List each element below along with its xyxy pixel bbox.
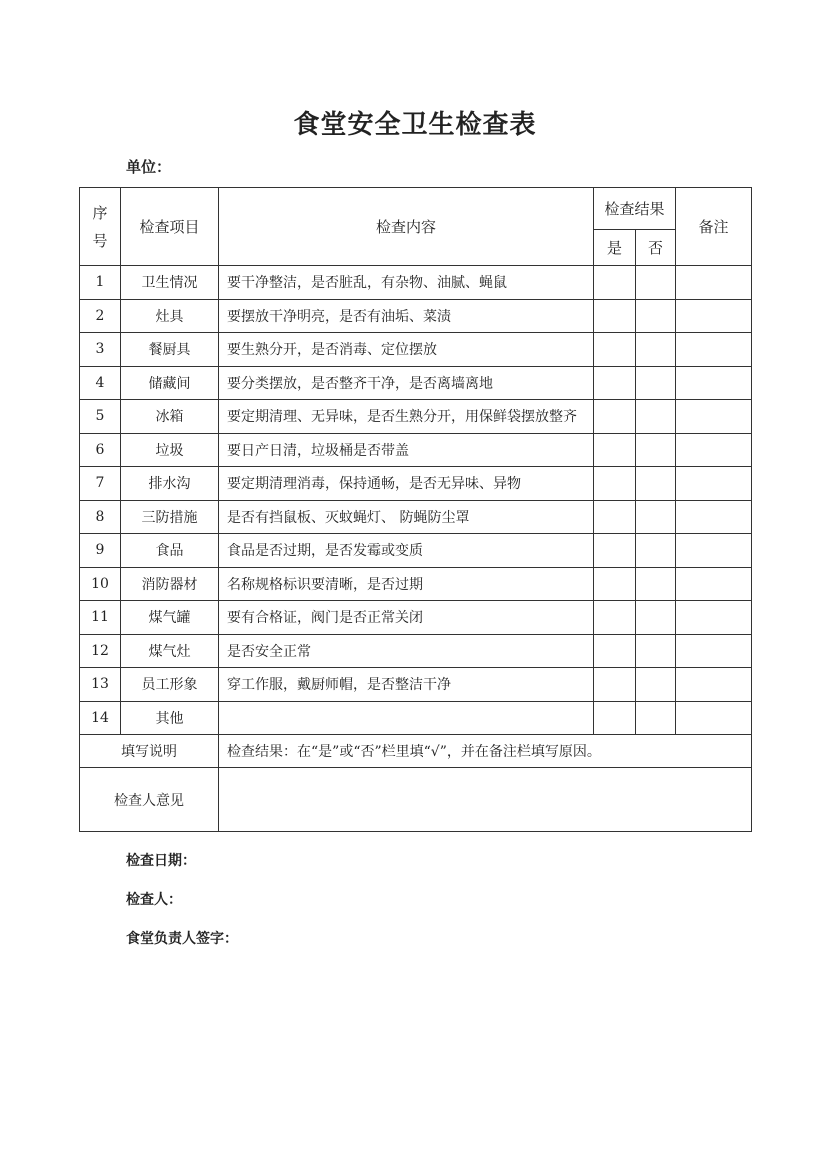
row-item: 食品 [121,534,219,568]
row-item: 灶具 [121,299,219,333]
row-item: 煤气罐 [121,601,219,635]
row-yes-cell[interactable] [594,500,636,534]
row-item: 卫生情况 [121,266,219,300]
row-yes-cell[interactable] [594,266,636,300]
row-item: 消防器材 [121,567,219,601]
row-number: 7 [80,467,121,501]
row-item: 垃圾 [121,433,219,467]
row-remark-cell[interactable] [676,433,752,467]
table-row [80,567,752,601]
row-content: 要干净整洁，是否脏乱，有杂物、油腻、蝇鼠 [219,266,594,300]
row-item: 冰箱 [121,400,219,434]
table-row [80,467,752,501]
row-item: 煤气灶 [121,634,219,668]
header-seq [80,188,121,266]
row-yes-cell[interactable] [594,668,636,702]
row-no-cell[interactable] [636,266,676,300]
row-yes-cell[interactable] [594,601,636,635]
row-remark-cell[interactable] [676,634,752,668]
row-remark-cell[interactable] [676,299,752,333]
row-number: 1 [80,266,121,300]
header-remark: 备注 [676,188,752,266]
signature-label: 食堂负责人签字： [126,931,238,947]
row-remark-cell[interactable] [676,567,752,601]
row-remark-cell[interactable] [676,400,752,434]
instructions-text: 检查结果：在“是”或“否”栏里填“√”，并在备注栏填写原因。 [219,735,752,768]
row-content: 要摆放干净明亮，是否有油垢、菜渍 [219,299,594,333]
opinion-field[interactable] [219,768,752,832]
inspection-table [79,187,752,832]
row-item: 储藏间 [121,366,219,400]
row-yes-cell[interactable] [594,333,636,367]
instructions-label: 填写说明 [80,735,219,768]
row-number: 9 [80,534,121,568]
row-number: 13 [80,668,121,702]
header-yes: 是 [594,230,636,266]
row-number: 4 [80,366,121,400]
row-no-cell[interactable] [636,433,676,467]
row-content: 要分类摆放，是否整齐干净，是否离墙离地 [219,366,594,400]
row-yes-cell[interactable] [594,433,636,467]
row-no-cell[interactable] [636,701,676,735]
row-remark-cell[interactable] [676,534,752,568]
row-no-cell[interactable] [636,299,676,333]
row-item: 三防措施 [121,500,219,534]
row-remark-cell[interactable] [676,266,752,300]
header-seq-line2: 号 [92,231,108,250]
page-title: 食堂安全卫生检查表 [293,110,537,140]
table-row [80,433,752,467]
row-number: 3 [80,333,121,367]
table-row [80,634,752,668]
row-no-cell[interactable] [636,500,676,534]
opinion-label: 检查人意见 [80,768,219,832]
row-number: 12 [80,634,121,668]
row-yes-cell[interactable] [594,467,636,501]
inspection-date-label: 检查日期： [126,853,196,869]
row-item: 排水沟 [121,467,219,501]
row-yes-cell[interactable] [594,567,636,601]
table-row [80,299,752,333]
row-content: 是否有挡鼠板、灭蚊蝇灯、 防蝇防尘罩 [219,500,594,534]
row-content [219,701,594,735]
row-number: 10 [80,567,121,601]
row-content: 名称规格标识要清晰，是否过期 [219,567,594,601]
unit-label: 单位： [126,158,172,176]
row-content: 要有合格证，阀门是否正常关闭 [219,601,594,635]
table-row [80,701,752,735]
row-no-cell[interactable] [636,668,676,702]
row-remark-cell[interactable] [676,467,752,501]
row-content: 要定期清理消毒，保持通畅，是否无异味、异物 [219,467,594,501]
row-remark-cell[interactable] [676,333,752,367]
row-item: 其他 [121,701,219,735]
row-number: 2 [80,299,121,333]
header-seq-line1: 序 [92,203,108,222]
table-row [80,266,752,300]
table-row [80,400,752,434]
row-yes-cell[interactable] [594,366,636,400]
row-number: 6 [80,433,121,467]
header-item: 检查项目 [121,188,219,266]
row-yes-cell[interactable] [594,634,636,668]
header-content: 检查内容 [219,188,594,266]
row-yes-cell[interactable] [594,299,636,333]
table-row [80,534,752,568]
row-no-cell[interactable] [636,400,676,434]
row-no-cell[interactable] [636,534,676,568]
row-remark-cell[interactable] [676,500,752,534]
row-no-cell[interactable] [636,333,676,367]
header-no: 否 [636,230,676,266]
row-content: 要生熟分开，是否消毒、定位摆放 [219,333,594,367]
table-row [80,668,752,702]
row-no-cell[interactable] [636,567,676,601]
row-item: 餐厨具 [121,333,219,367]
row-no-cell[interactable] [636,601,676,635]
row-number: 11 [80,601,121,635]
row-content: 穿工作服，戴厨师帽，是否整洁干净 [219,668,594,702]
row-content: 要日产日清，垃圾桶是否带盖 [219,433,594,467]
row-yes-cell[interactable] [594,701,636,735]
row-content: 要定期清理、无异味，是否生熟分开，用保鲜袋摆放整齐 [219,400,594,434]
row-content: 是否安全正常 [219,634,594,668]
row-remark-cell[interactable] [676,701,752,735]
row-content: 食品是否过期，是否发霉或变质 [219,534,594,568]
row-number: 14 [80,701,121,735]
row-item: 员工形象 [121,668,219,702]
table-row [80,333,752,367]
row-remark-cell[interactable] [676,366,752,400]
row-no-cell[interactable] [636,634,676,668]
row-remark-cell[interactable] [676,601,752,635]
inspector-label: 检查人： [126,892,182,908]
table-row [80,366,752,400]
row-remark-cell[interactable] [676,668,752,702]
row-no-cell[interactable] [636,366,676,400]
header-result: 检查结果 [594,188,676,230]
row-no-cell[interactable] [636,467,676,501]
row-yes-cell[interactable] [594,400,636,434]
table-row [80,601,752,635]
row-number: 5 [80,400,121,434]
table-row [80,500,752,534]
row-yes-cell[interactable] [594,534,636,568]
row-number: 8 [80,500,121,534]
